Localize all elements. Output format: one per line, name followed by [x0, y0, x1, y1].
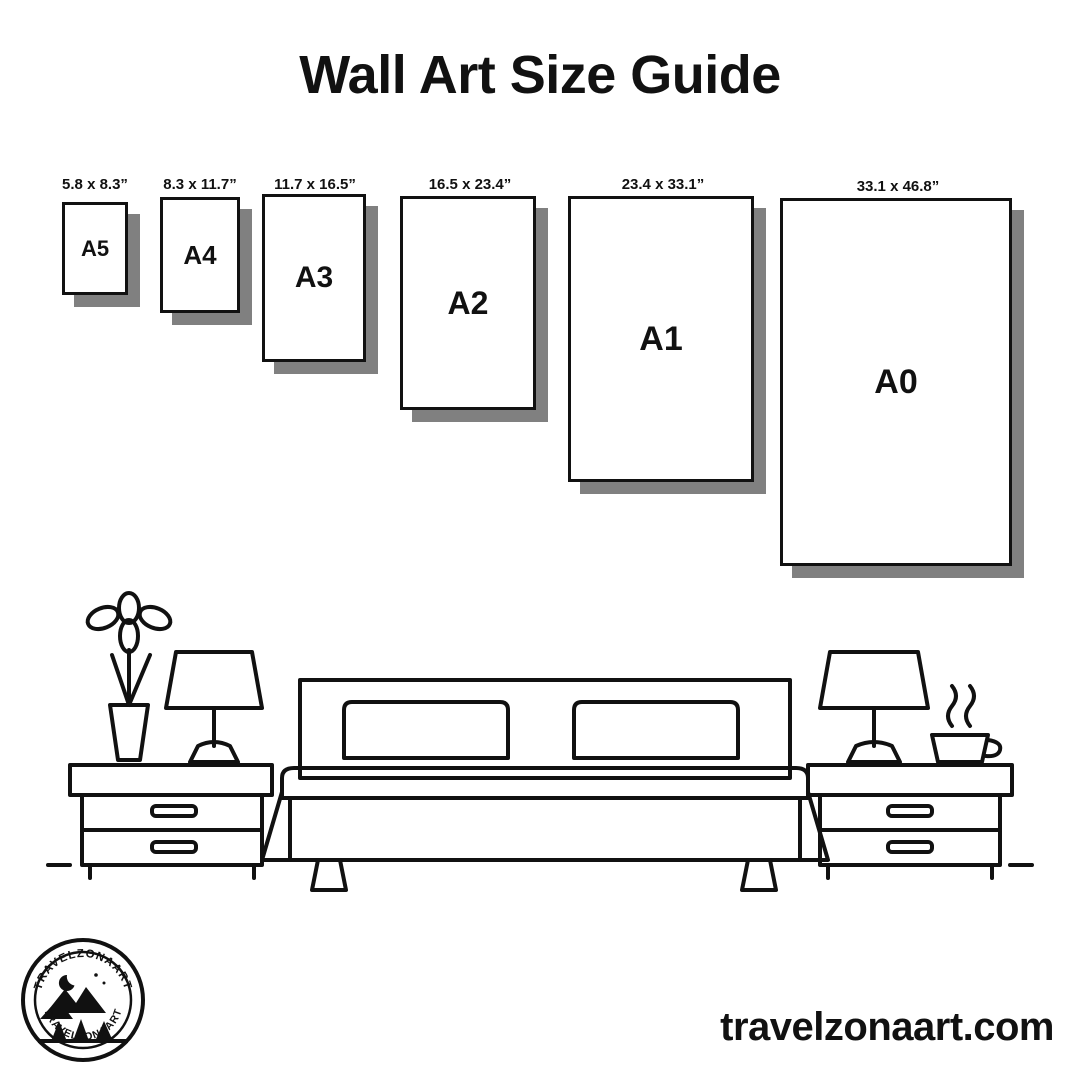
page-title: Wall Art Size Guide: [299, 45, 781, 105]
frame-outline: [568, 196, 754, 482]
dimension-label-a0: 33.1 x 46.8”: [856, 178, 940, 195]
frame-label-a2: A2: [447, 285, 489, 321]
frame-label-a0: A0: [874, 363, 918, 401]
vase-with-flowers: [84, 593, 173, 760]
dimension-label-a2: 16.5 x 23.4”: [428, 176, 512, 193]
frame-outline: [160, 197, 240, 313]
frame-a5[interactable]: [62, 202, 128, 295]
left-table-lamp: [166, 652, 262, 762]
frame-a1[interactable]: [568, 196, 754, 482]
frame-label-a3: A3: [294, 261, 334, 294]
frame-label-a1: A1: [639, 320, 683, 358]
frame-a0[interactable]: [780, 198, 1012, 566]
dimension-label-a5: 5.8 x 8.3”: [62, 176, 128, 193]
mountain-badge-logo: [18, 935, 148, 1065]
frame-outline: [400, 196, 536, 410]
logo-text-top: TRAVELZONAART: [32, 947, 134, 992]
coffee-cup: [932, 686, 1000, 762]
website-url: travelzonaart.com: [720, 1005, 1054, 1049]
logo-text-bottom: TRAVELZONAART: [41, 1006, 125, 1044]
left-nightstand: [70, 765, 272, 878]
bed-with-pillows: [262, 680, 828, 890]
right-nightstand: [808, 765, 1012, 878]
frame-outline: [62, 202, 128, 295]
dimension-label-a1: 23.4 x 33.1”: [621, 176, 705, 193]
svg-text:TRAVELZONAART: [32, 948, 133, 992]
frame-a3[interactable]: [262, 194, 366, 362]
frame-a4[interactable]: [160, 197, 240, 313]
right-table-lamp: [820, 652, 928, 762]
frame-outline: [262, 194, 366, 362]
bedroom-illustration: [0, 560, 1080, 920]
dimension-label-a4: 8.3 x 11.7”: [163, 176, 237, 193]
frame-label-a5: A5: [80, 235, 110, 261]
frame-outline: [780, 198, 1012, 566]
frame-label-a4: A4: [183, 240, 217, 270]
frame-a2[interactable]: [400, 196, 536, 410]
dimension-label-a3: 11.7 x 16.5”: [274, 176, 356, 193]
